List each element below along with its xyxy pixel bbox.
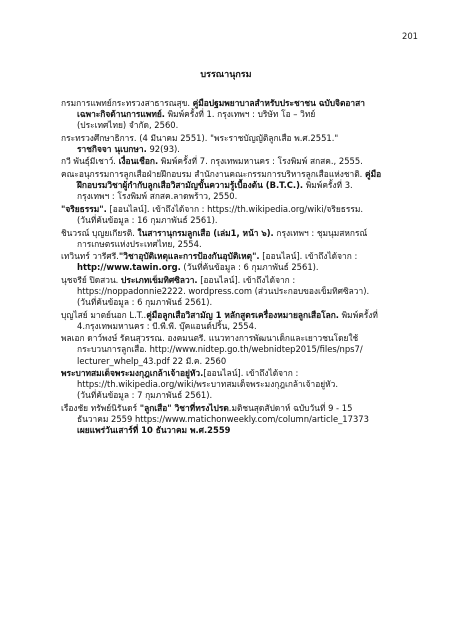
reference-entry: นุชจรีย์ ปิดสวน. ประเภทเข็มทิศซิลวา. [ออนไลน์]. เข้าถึงได้จาก : https://noppadonnie2222. wordpress.com (ส่วนประกอบของเข็มทิศซิลวา). (วันที่ค้นข้อมูล : 6 กุมภาพันธ์ 2561). [61,274,370,308]
reference-entry: พลเอก ดาว์พงษ์ รัตนสุวรรณ. องคมนตรี. แนวทางการพัฒนาเด็กและเยาวชนโดยใช้ กระบวนการลูกเสือ. http://www.nidtep.go.th/webnidtep2015/files/nps7/ lecturer_whelp_43.pdf 22 มี.ค. 2560 [61,333,363,366]
reference-entry: กระทรวงศึกษาธิการ. (4 มีนาคม 2551). "พระราชบัญญัติลูกเสือ พ.ศ.2551." ราชกิจจา นุเบกษา. 92(93). [61,132,339,154]
reference-entry: กรมการแพทย์กระทรวงสาธารณสุข. คู่มือปฐมพยาบาลสำหรับประชาชน ฉบับจิตอาสา เฉพาะกิจด้านการแพทย์. พิมพ์ครั้งที่ 1. กรุงเทพฯ : บริษัท โอ – วิทย์ (ประเทศไทย) จำกัด, 2560. [61,98,365,131]
reference-entry: พระบาทสมเด็จพระมงกุฎเกล้าเจ้าอยู่หัว.[ออนไลน์]. เข้าถึงได้จาก : https://th.wikipedia.org/wiki/พระบาทสมเด็จพระมงกุฎเกล้าเจ้าอยู่หัว. (วันที่ค้นข้อมูล : 7 กุมภาพันธ์ 2561). [61,368,339,401]
bibliography-heading: บรรณานุกรม [200,70,252,80]
reference-entry: ชินวรณ์ บุญยเกียรติ. ในสารานุกรมลูกเสือ (เล่ม1, หน้า ๖). กรุงเทพฯ : ชุมนุมสหกรณ์ การเกษตรแห่งประเทศไทย, 2554. [61,227,368,249]
reference-entry: "จริยธรรม". [ออนไลน์]. เข้าถึงได้จาก : https://th.wikipedia.org/wiki/จริยธรรม. (วันที่ค้นข้อมูล : 16 กุมภาพันธ์ 2561). [61,203,364,225]
reference-entry: คณะอนุกรรมการลูกเสือฝ่ายฝึกอบรม สำนักงานคณะกรรมการบริหารลูกเสือแห่งชาติ. คู่มือ ฝึกอบรมวิชาผู้กำกับลูกเสือวิสามัญขั้นความรู้เบื้องต้น (B.T.C.). พิมพ์ครั้งที่ 3. กรุงเทพฯ : โรงพิมพ์ สกสค.ลาดพร้าว, 2550. [61,169,382,202]
reference-entry: เทวินทร์ วารีศรี."วิชาอุบัติเหตุและการป้องกันอุบัติเหตุ". [ออนไลน์]. เข้าถึงได้จาก : http://www.tawin.org. (วันที่ค้นข้อมูล : 6 กุมภาพันธ์ 2561). [61,251,358,273]
reference-entry: บุญไสย์ มาตย์นอก L.T..คู่มือลูกเสือวิสามัญ 1 หลักสูตรเครื่องหมายลูกเสือโลก. พิมพ์ครั้งที่ 4.กรุงเทพมหานคร : บี.พี.พี. บุ๊คแอนด์ปริ้น, 2554. [61,309,378,331]
reference-entry: เรืองชัย ทรัพย์นิรันดร์ "ลูกเสือ" วิชาที่ทรงไปรด.มติชนสุดสัปดาห์ ฉบับวันที่ 9 - 15 ธันวาคม 2559 https://www.matichonweekly.com/column/article_17373 เผยแพร่วันเสาร์ที่ 10 ธันวาคม พ.ศ.2559 [61,402,369,436]
reference-list [61,98,416,438]
reference-entry: กวี พันธุ์มีเชาว์. เงื่อนเชือก. พิมพ์ครั้งที่ 7. กรุงเทพมหานคร : โรงพิมพ์ สกสค., 2555. [61,156,363,167]
page-number: 201 [402,31,418,41]
